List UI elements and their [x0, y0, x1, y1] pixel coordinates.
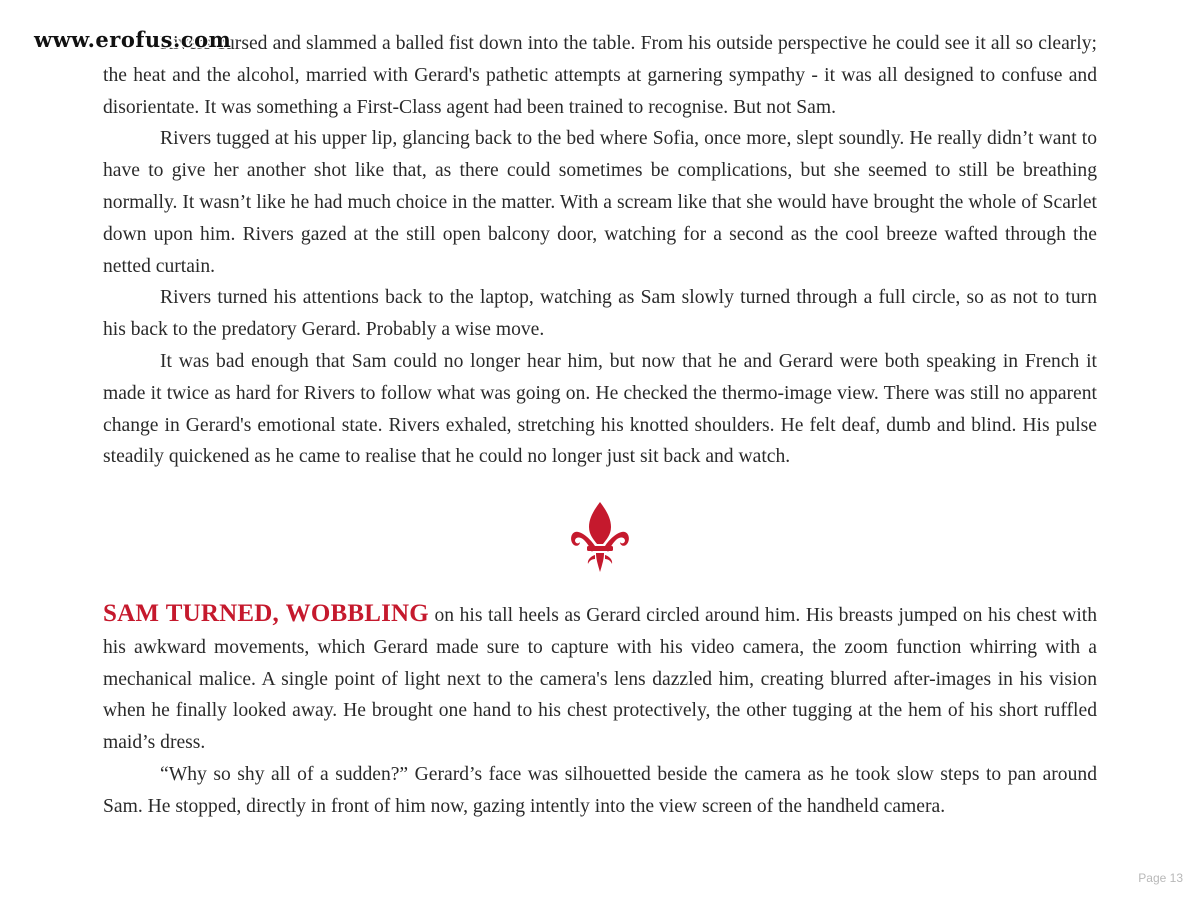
section-1	[103, 28, 1097, 473]
fleur-de-lis-icon	[570, 500, 630, 574]
paragraph-text: on his tall heels as Gerard circled around him. His breasts jumped on his chest with his awkward movements, which Gerard made sure to capture with his video camera, the zoom function whirring with a mechanical malice. A single point of light next to the camera's lens dazzled him, creating blurred after-images in his vision when he finally looked away. He brought one hand to his chest protectively, the other tugging at the hem of his short ruffled maid’s dress.	[103, 605, 1098, 754]
chapter-lead-in: SAM TURNED, WOBBLING	[103, 600, 429, 627]
watermark: www.erofus.com	[34, 27, 232, 52]
paragraph: Rivers tugged at his upper lip, glancing back to the bed where Sofia, once more, slept soundly. He really didn’t want to have to give her another shot like that, as there could sometimes be complications, but she seemed to still be breathing normally. It wasn’t like he had much choice in the matter. With a scream like that she would have brought the whole of Scarlet down upon him. Rivers gazed at the still open balcony door, watching for a second as the cool breeze wafted through the netted curtain.	[103, 128, 1097, 277]
paragraph: Rivers cursed and slammed a balled fist down into the table. From his outside perspective he could see it all so clearly; the heat and the alcohol, married with Gerard's pathetic attempts at garnering sympathy - it was all designed to confuse and disorientate. It was something a First-Class agent had been trained to recognise. But not Sam.	[103, 33, 1097, 118]
page-number: Page 13	[1138, 871, 1183, 885]
paragraph: Rivers turned his attentions back to the laptop, watching as Sam slowly turned through a full circle, so as not to turn his back to the predatory Gerard. Probably a wise move.	[103, 287, 1097, 341]
paragraph: It was bad enough that Sam could no longer hear him, but now that he and Gerard were both speaking in French it made it twice as hard for Rivers to follow what was going on. He checked the thermo-image view. There was still no apparent change in Gerard's emotional state. Rivers exhaled, stretching his knotted shoulders. He felt deaf, dumb and blind. His pulse steadily quickened as he came to realise that he could no longer just sit back and watch.	[103, 350, 1097, 468]
paragraph: “Why so shy all of a sudden?” Gerard’s face was silhouetted beside the camera as he took slow steps to pan around Sam. He stopped, directly in front of him now, gazing intently into the view screen of the handheld camera.	[103, 763, 1097, 817]
section-2	[103, 598, 1097, 823]
paragraph	[103, 598, 1097, 759]
